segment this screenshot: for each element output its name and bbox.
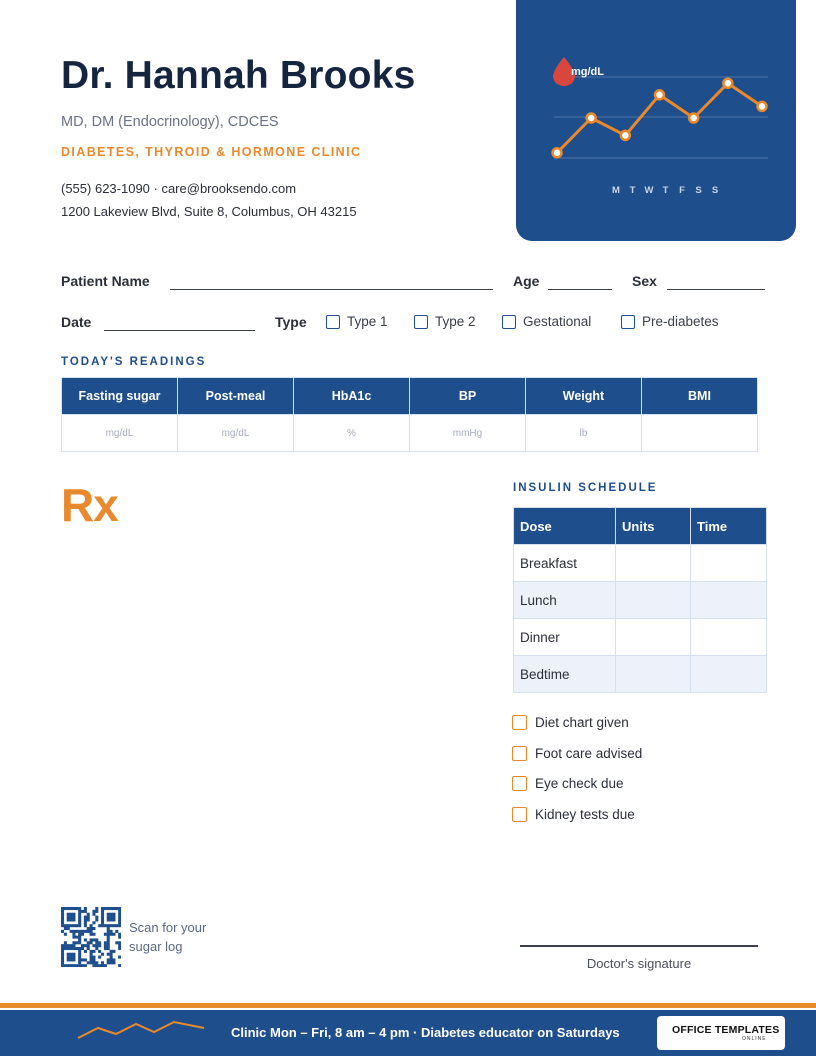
dose-cell: Lunch — [514, 582, 616, 619]
doctor-credentials: MD, DM (Endocrinology), CDCES — [61, 114, 279, 130]
dose-cell: Bedtime — [514, 656, 616, 693]
date-field[interactable] — [104, 330, 255, 331]
insulin-header: Dose — [514, 508, 616, 545]
readings-table — [61, 377, 758, 452]
age-label: Age — [513, 273, 540, 289]
logo-subtext: ONLINE — [742, 1036, 767, 1042]
clinic-hours: Clinic Mon – Fri, 8 am – 4 pm · Diabetes educator on Saturdays — [231, 1025, 620, 1040]
advice-label: Diet chart given — [535, 715, 629, 730]
gestational-label: Gestational — [523, 314, 592, 329]
units-cell[interactable] — [616, 582, 691, 619]
type2-label: Type 2 — [435, 314, 476, 329]
readings-header: Fasting sugar — [62, 378, 178, 415]
checkbox-icon[interactable] — [414, 315, 428, 329]
insulin-title: INSULIN SCHEDULE — [513, 482, 658, 494]
contact-address: 1200 Lakeview Blvd, Suite 8, Columbus, OH 43215 — [61, 204, 357, 219]
logo-text: OFFICE TEMPLATES — [672, 1024, 780, 1036]
units-cell[interactable] — [616, 656, 691, 693]
readings-title: TODAY'S READINGS — [61, 356, 207, 368]
chart-tick-label: S — [695, 185, 702, 196]
type-label: Type — [275, 314, 307, 330]
chart-point — [621, 131, 630, 140]
checkbox-icon[interactable] — [512, 807, 527, 822]
chart-tick-label: M — [612, 185, 620, 196]
units-cell[interactable] — [616, 619, 691, 656]
dose-cell: Dinner — [514, 619, 616, 656]
qr-caption-line: Scan for your — [129, 920, 207, 935]
checkbox-icon[interactable] — [502, 315, 516, 329]
rx-symbol: Rx — [61, 479, 118, 531]
time-cell[interactable] — [691, 545, 767, 582]
chart-point — [758, 102, 767, 111]
chart-point — [553, 148, 562, 157]
footer-accent-bar — [0, 1003, 816, 1008]
doctor-name: Dr. Hannah Brooks — [61, 54, 416, 97]
readings-header: Post-meal — [178, 378, 294, 415]
readings-header: HbA1c — [294, 378, 410, 415]
gestational-checkbox[interactable] — [502, 314, 591, 329]
chart-point — [655, 90, 664, 99]
table-row — [514, 582, 767, 619]
checkbox-icon[interactable] — [512, 776, 527, 791]
table-row — [514, 619, 767, 656]
dose-cell: Breakfast — [514, 545, 616, 582]
fasting-sugar-cell[interactable]: mg/dL — [62, 415, 178, 452]
type1-checkbox[interactable] — [326, 314, 388, 329]
qr-caption — [129, 918, 206, 956]
checkbox-icon[interactable] — [621, 315, 635, 329]
patient-name-label: Patient Name — [61, 273, 150, 289]
insulin-table — [513, 507, 767, 693]
table-row — [514, 656, 767, 693]
signature-line[interactable] — [520, 945, 758, 947]
sex-field[interactable] — [667, 289, 765, 290]
glucose-chart — [516, 0, 796, 241]
type2-checkbox[interactable] — [414, 314, 476, 329]
qr-code-icon[interactable] — [61, 907, 121, 967]
insulin-header: Time — [691, 508, 767, 545]
clinic-name: DIABETES, THYROID & HORMONE CLINIC — [61, 145, 362, 159]
date-label: Date — [61, 314, 92, 330]
insulin-header: Units — [616, 508, 691, 545]
readings-header: BMI — [642, 378, 758, 415]
signature-label: Doctor's signature — [586, 956, 692, 971]
time-cell[interactable] — [691, 656, 767, 693]
bp-cell[interactable]: mmHg — [410, 415, 526, 452]
checkbox-icon[interactable] — [326, 315, 340, 329]
chart-point — [587, 114, 596, 123]
advice-label: Kidney tests due — [535, 807, 635, 822]
advice-label: Foot care advised — [535, 746, 643, 761]
foot-care-checkbox[interactable] — [512, 746, 642, 761]
chart-unit-label: mg/dL — [571, 66, 604, 78]
weight-cell[interactable]: lb — [526, 415, 642, 452]
chart-tick-label: W — [644, 185, 654, 196]
readings-header: BP — [410, 378, 526, 415]
age-field[interactable] — [548, 289, 612, 290]
qr-caption-line: sugar log — [129, 939, 183, 954]
chart-tick-label: T — [629, 185, 636, 196]
glucose-chart-card — [516, 0, 796, 241]
sex-label: Sex — [632, 273, 657, 289]
chart-point — [689, 114, 698, 123]
checkbox-icon[interactable] — [512, 746, 527, 761]
prediabetes-checkbox[interactable] — [621, 314, 719, 329]
readings-header: Weight — [526, 378, 642, 415]
time-cell[interactable] — [691, 619, 767, 656]
prediabetes-label: Pre-diabetes — [642, 314, 719, 329]
chart-tick-label: T — [662, 185, 669, 196]
type1-label: Type 1 — [347, 314, 388, 329]
diet-chart-checkbox[interactable] — [512, 715, 629, 730]
eye-check-checkbox[interactable] — [512, 776, 624, 791]
patient-name-field[interactable] — [170, 289, 493, 290]
time-cell[interactable] — [691, 582, 767, 619]
contact-phone-email: (555) 623-1090 · care@brooksendo.com — [61, 181, 297, 196]
chart-point — [723, 79, 732, 88]
pulse-wave-icon — [76, 1018, 206, 1042]
checkbox-icon[interactable] — [512, 715, 527, 730]
chart-tick-label: F — [679, 185, 685, 196]
units-cell[interactable] — [616, 545, 691, 582]
bmi-cell[interactable] — [642, 415, 758, 452]
kidney-tests-checkbox[interactable] — [512, 807, 635, 822]
post-meal-cell[interactable]: mg/dL — [178, 415, 294, 452]
table-row — [514, 545, 767, 582]
hba1c-cell[interactable]: % — [294, 415, 410, 452]
chart-tick-label: S — [711, 185, 719, 196]
advice-label: Eye check due — [535, 776, 624, 791]
